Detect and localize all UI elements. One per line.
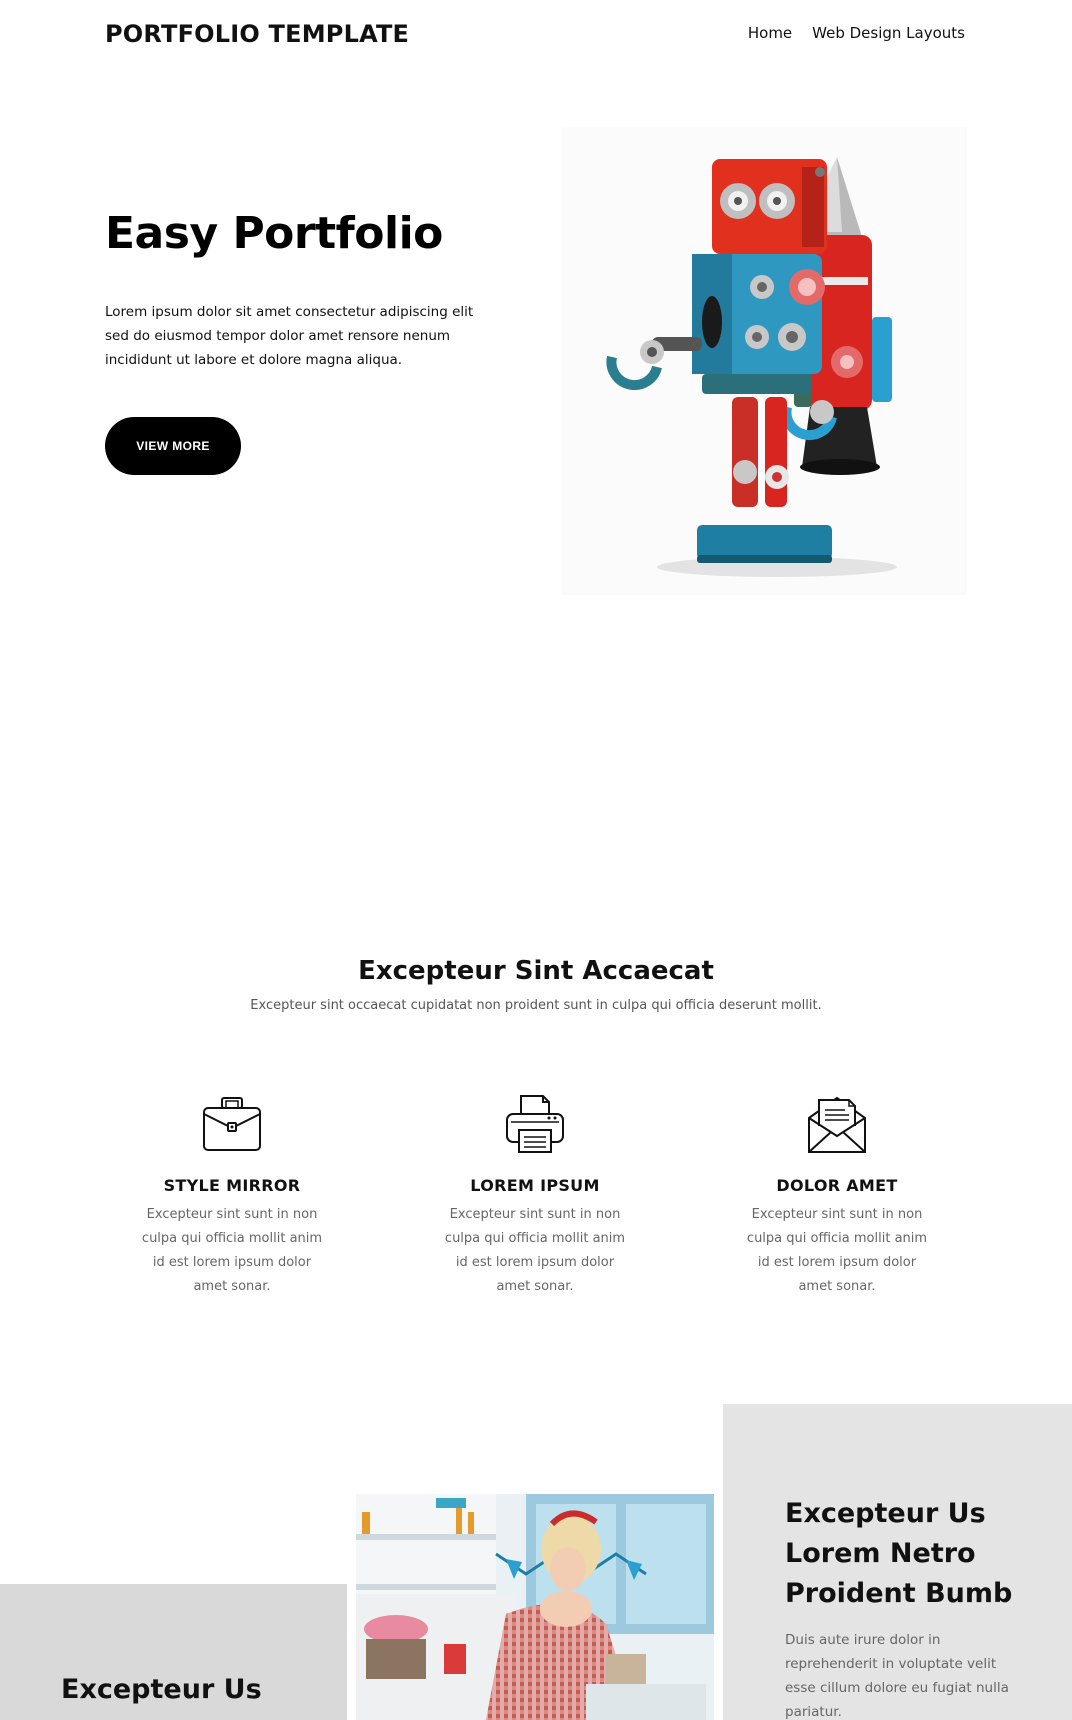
feature-card-lorem-ipsum (425, 1092, 645, 1299)
hero-title: Easy Portfolio (105, 208, 443, 259)
promo-text: Duis aute irure dolor in reprehenderit in voluptate velit esse cillum dolore eu fugiat nulla pariatur. (785, 1632, 1009, 1720)
features-section-title: Excepteur Sint Accaecat (358, 956, 714, 986)
feature-card-dolor-amet (727, 1092, 947, 1299)
promo-title: Excepteur Us Lorem Netro Proident Bumb (785, 1498, 1013, 1609)
site-header (0, 0, 1072, 70)
briefcase-icon (200, 1092, 264, 1156)
promo-left-title: Excepteur Us (61, 1674, 262, 1705)
feature-text: Excepteur sint sunt in non culpa qui officia mollit anim id est lorem ipsum dolor amet sonar. (746, 1207, 928, 1294)
view-more-button[interactable]: VIEW MORE (105, 417, 241, 475)
hero-robot-image (562, 127, 967, 595)
nav-link-web-design-layouts[interactable]: Web Design Layouts (812, 24, 965, 42)
site-logo[interactable]: PORTFOLIO TEMPLATE (105, 20, 410, 48)
promo-panel-right (723, 1404, 1072, 1720)
feature-title: DOLOR AMET (776, 1176, 898, 1195)
kitchen-woman-photo (356, 1494, 714, 1720)
feature-title: LOREM IPSUM (470, 1176, 600, 1195)
features-section-subtitle: Excepteur sint occaecat cupidatat non proident sunt in culpa qui officia deserunt mollit. (250, 998, 822, 1013)
main-nav (748, 24, 965, 42)
printer-icon (503, 1092, 567, 1156)
hero-text: Lorem ipsum dolor sit amet consectetur adipiscing elit sed do eiusmod tempor dolor amet rensore nenum incididunt ut labore et dolore magna aliqua. (105, 304, 474, 368)
feature-text: Excepteur sint sunt in non culpa qui officia mollit anim id est lorem ipsum dolor amet sonar. (141, 1207, 323, 1294)
promo-panel-left (0, 1584, 347, 1720)
feature-card-style-mirror (122, 1092, 342, 1299)
nav-link-home[interactable]: Home (747, 24, 793, 42)
envelope-icon (805, 1092, 869, 1156)
feature-title: STYLE MIRROR (163, 1176, 301, 1195)
feature-text: Excepteur sint sunt in non culpa qui officia mollit anim id est lorem ipsum dolor amet sonar. (444, 1207, 626, 1294)
